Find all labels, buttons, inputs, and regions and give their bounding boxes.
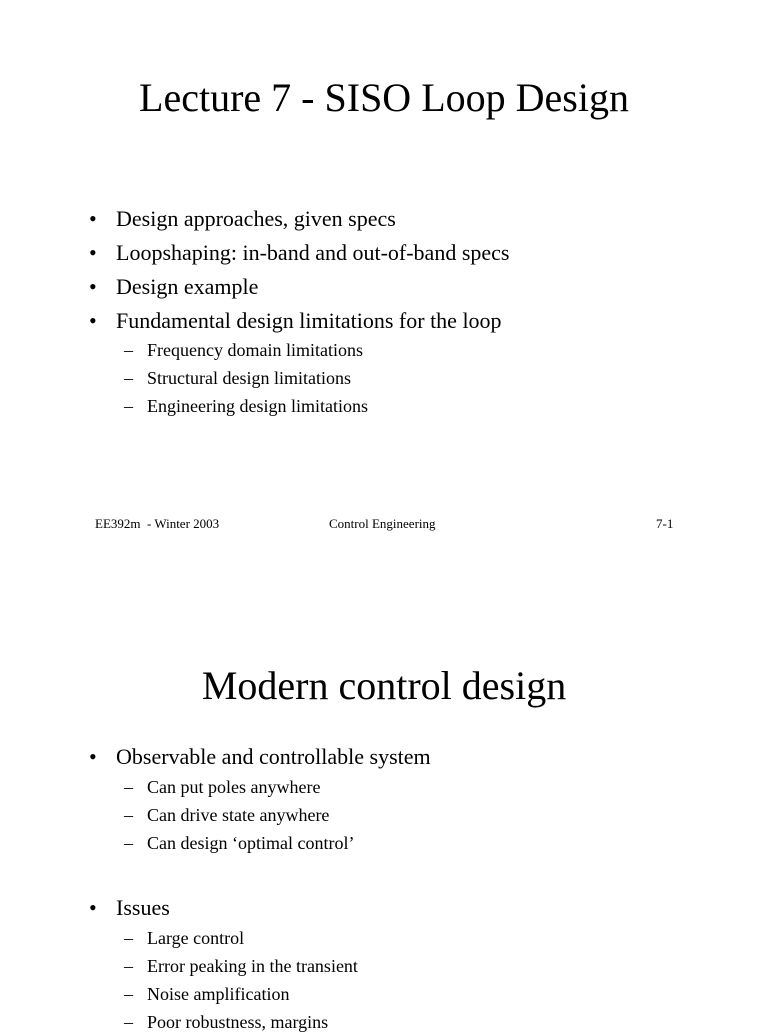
dash-mark: –	[124, 777, 133, 797]
footer-subject: Control Engineering	[329, 516, 436, 531]
bullet-mark: •	[89, 274, 97, 299]
bullet-text: Observable and controllable system	[116, 744, 431, 769]
bullet-mark: •	[89, 895, 97, 920]
sub-item-text: Can put poles anywhere	[147, 777, 321, 797]
bullet-text: Design example	[116, 274, 259, 299]
bullet-text: Design approaches, given specs	[116, 206, 396, 231]
sub-item-text: Error peaking in the transient	[147, 956, 358, 976]
bullet-text: Fundamental design limitations for the loop	[116, 308, 502, 333]
sub-item-text: Poor robustness, margins	[147, 1012, 329, 1032]
dash-mark: –	[124, 833, 133, 853]
sub-item-text: Large control	[147, 928, 245, 948]
bullet-text: Loopshaping: in-band and out-of-band specs	[116, 240, 510, 265]
sub-item-text: Can drive state anywhere	[147, 805, 330, 825]
sub-item-text: Can design ‘optimal control’	[147, 833, 355, 853]
slide-2	[0, 560, 768, 1032]
dash-mark: –	[124, 805, 133, 825]
dash-mark: –	[124, 340, 133, 360]
bullet-mark: •	[89, 308, 97, 333]
bullet-mark: •	[89, 240, 97, 265]
bullet-mark: •	[89, 744, 97, 769]
sub-item-text: Engineering design limitations	[147, 396, 368, 416]
sub-item-text: Noise amplification	[147, 984, 290, 1004]
slide-title: Modern control design	[201, 663, 567, 708]
dash-mark: –	[124, 1012, 133, 1032]
footer-course: EE392m - Winter 2003	[95, 516, 220, 531]
dash-mark: –	[124, 396, 133, 416]
bullet-mark: •	[89, 206, 97, 231]
slide-title: Lecture 7 - SISO Loop Design	[139, 75, 629, 120]
sub-item-text: Frequency domain limitations	[147, 340, 363, 360]
bullet-text: Issues	[116, 895, 170, 920]
dash-mark: –	[124, 984, 133, 1004]
dash-mark: –	[124, 368, 133, 388]
sub-item-text: Structural design limitations	[147, 368, 351, 388]
dash-mark: –	[124, 956, 133, 976]
dash-mark: –	[124, 928, 133, 948]
footer-page-number: 7-1	[656, 516, 674, 531]
